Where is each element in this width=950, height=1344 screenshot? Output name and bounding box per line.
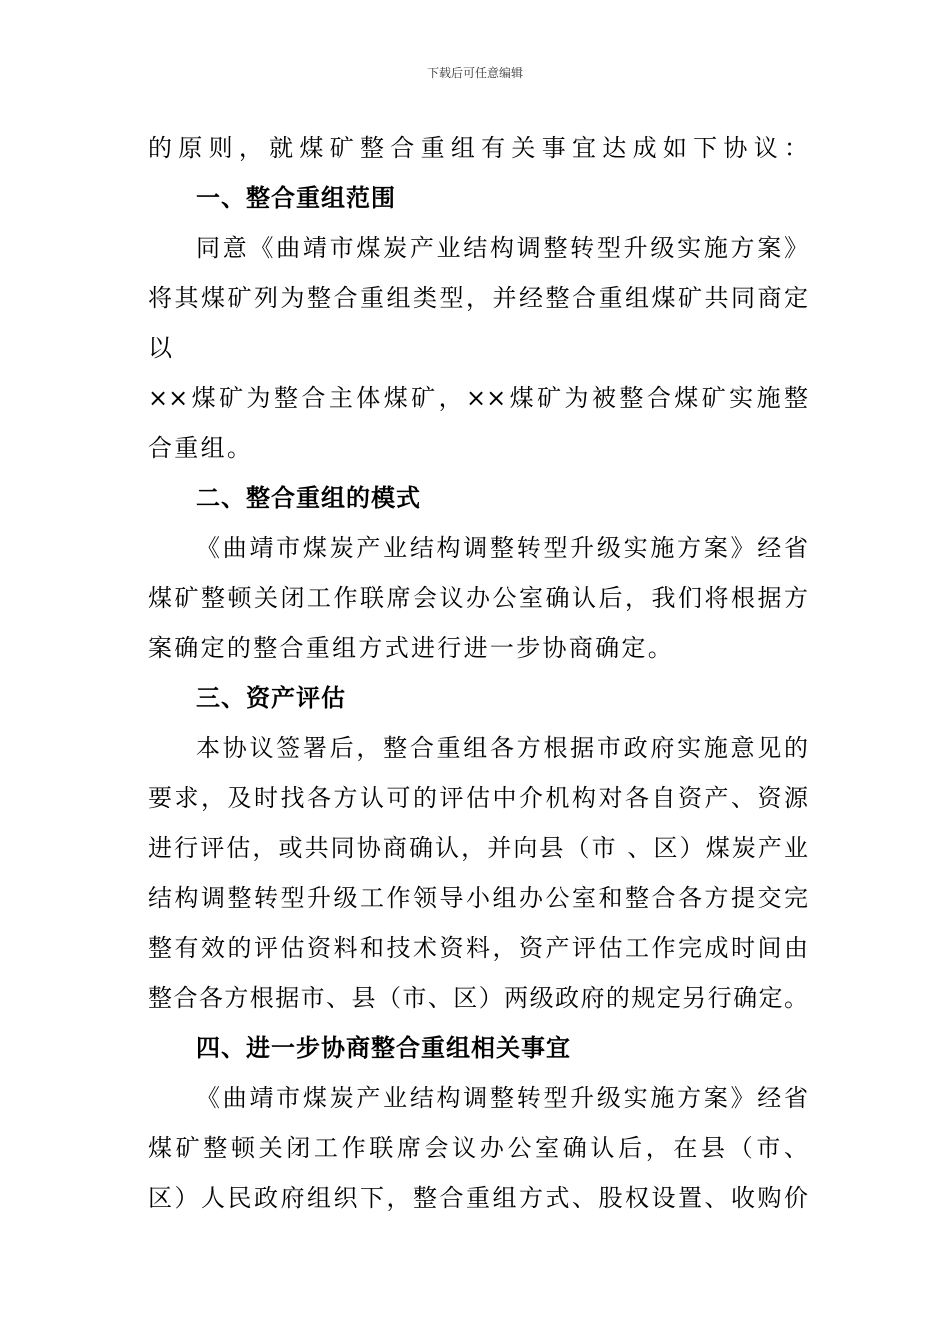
paragraph-line: 整合各方根据市、县（市、区）两级政府的规定另行确定。 (148, 984, 808, 1012)
paragraph-line: 同意《曲靖市煤炭产业结构调整转型升级实施方案》 (196, 234, 808, 262)
paragraph-line: 《曲靖市煤炭产业结构调整转型升级实施方案》经省 (196, 534, 808, 562)
section-heading-mode: 二、整合重组的模式 (196, 484, 421, 512)
paragraph-line: 《曲靖市煤炭产业结构调整转型升级实施方案》经省 (196, 1084, 808, 1112)
paragraph-line: 整有效的评估资料和技术资料，资产评估工作完成时间由 (148, 934, 808, 962)
paragraph-line: 的原则，就煤矿整合重组有关事宜达成如下协议： (148, 134, 808, 162)
paragraph-line: 结构调整转型升级工作领导小组办公室和整合各方提交完 (148, 884, 808, 912)
paragraph-line: 本协议签署后，整合重组各方根据市政府实施意见的 (196, 734, 808, 762)
paragraph-line: 合重组。 (148, 434, 254, 462)
paragraph-line: 煤矿整顿关闭工作联席会议办公室确认后，我们将根据方 (148, 584, 808, 612)
section-heading-asset-evaluation: 三、资产评估 (196, 684, 346, 712)
paragraph-line: ××煤矿为整合主体煤矿，××煤矿为被整合煤矿实施整 (148, 384, 808, 412)
paragraph-line: 案确定的整合重组方式进行进一步协商确定。 (148, 634, 674, 662)
paragraph-line: 区）人民政府组织下，整合重组方式、股权设置、收购价 (148, 1184, 808, 1212)
page-header-note: 下载后可任意编辑 (426, 66, 523, 80)
section-heading-scope: 一、整合重组范围 (196, 184, 396, 212)
paragraph-line: 煤矿整顿关闭工作联席会议办公室确认后，在县（市、 (148, 1134, 808, 1162)
paragraph-line: 要求，及时找各方认可的评估中介机构对各自资产、资源 (148, 784, 808, 812)
paragraph-line: 以 (148, 334, 175, 362)
section-heading-further-negotiation: 四、进一步协商整合重组相关事宜 (196, 1034, 571, 1062)
paragraph-line: 将其煤矿列为整合重组类型，并经整合重组煤矿共同商定 (148, 284, 808, 312)
paragraph-line: 进行评估，或共同协商确认，并向县（市 、区）煤炭产业 (148, 834, 808, 862)
